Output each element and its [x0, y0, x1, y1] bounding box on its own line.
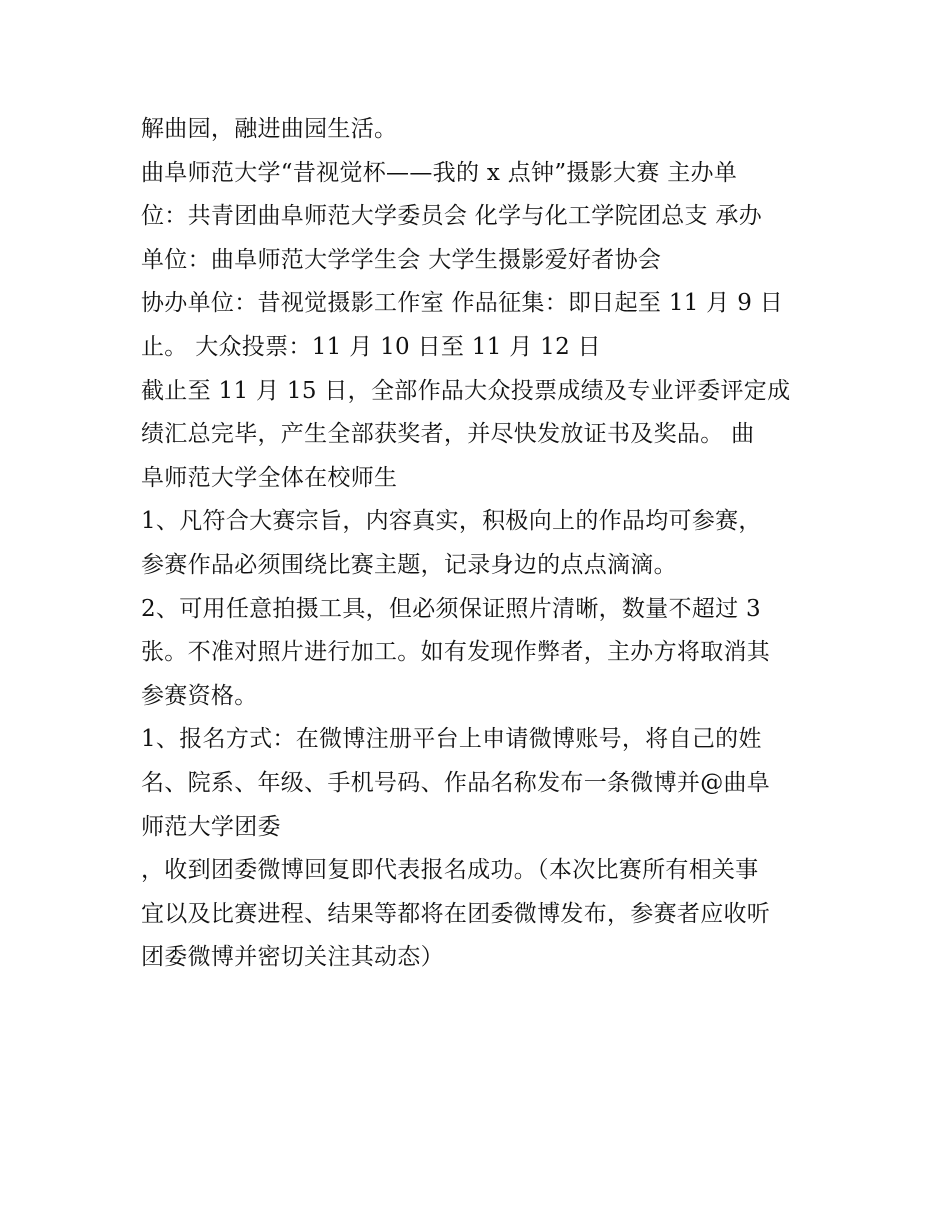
text-line: 位：共青团曲阜师范大学委员会 化学与化工学院团总支 承办	[141, 203, 763, 230]
text-line: 师范大学团委	[141, 813, 281, 840]
text-line: ，收到团委微博回复即代表报名成功。（本次比赛所有相关事	[141, 857, 759, 884]
text-line: 止。 大众投票：11 月 10 日至 11 月 12 日	[141, 333, 601, 360]
text-line: 截止至 11 月 15 日，全部作品大众投票成绩及专业评委评定成	[141, 377, 791, 404]
text-line: 阜师范大学全体在校师生	[141, 464, 398, 491]
text-line: 1、报名方式：在微博注册平台上申请微博账号，将自己的姓	[141, 726, 762, 753]
text-line: 2、可用任意拍摄工具，但必须保证照片清晰，数量不超过 3	[141, 595, 761, 622]
text-line: 1、凡符合大赛宗旨，内容真实，积极向上的作品均可参赛，	[141, 508, 762, 535]
text-line: 参赛资格。	[141, 682, 258, 709]
text-line: 团委微博并密切关注其动态）	[141, 944, 444, 971]
text-line: 参赛作品必须围绕比赛主题，记录身边的点点滴滴。	[141, 551, 677, 578]
text-line: 张。不准对照片进行加工。如有发现作弊者，主办方将取消其	[141, 639, 771, 666]
text-line: 绩汇总完毕，产生全部获奖者，并尽快发放证书及奖品。 曲	[141, 421, 755, 448]
text-line: 宜以及比赛进程、结果等都将在团委微博发布，参赛者应收听	[141, 900, 771, 927]
text-line: 解曲园，融进曲园生活。	[141, 116, 398, 142]
text-line: 单位：曲阜师范大学学生会 大学生摄影爱好者协会	[141, 246, 662, 273]
document-body	[141, 108, 821, 980]
text-line: 曲阜师范大学“昔视觉杯——我的 x 点钟”摄影大赛 主办单	[141, 159, 738, 186]
text-line: 协办单位：昔视觉摄影工作室 作品征集：即日起至 11 月 9 日	[141, 290, 784, 317]
text-line: 名、院系、年级、手机号码、作品名称发布一条微博并@曲阜	[141, 769, 771, 796]
